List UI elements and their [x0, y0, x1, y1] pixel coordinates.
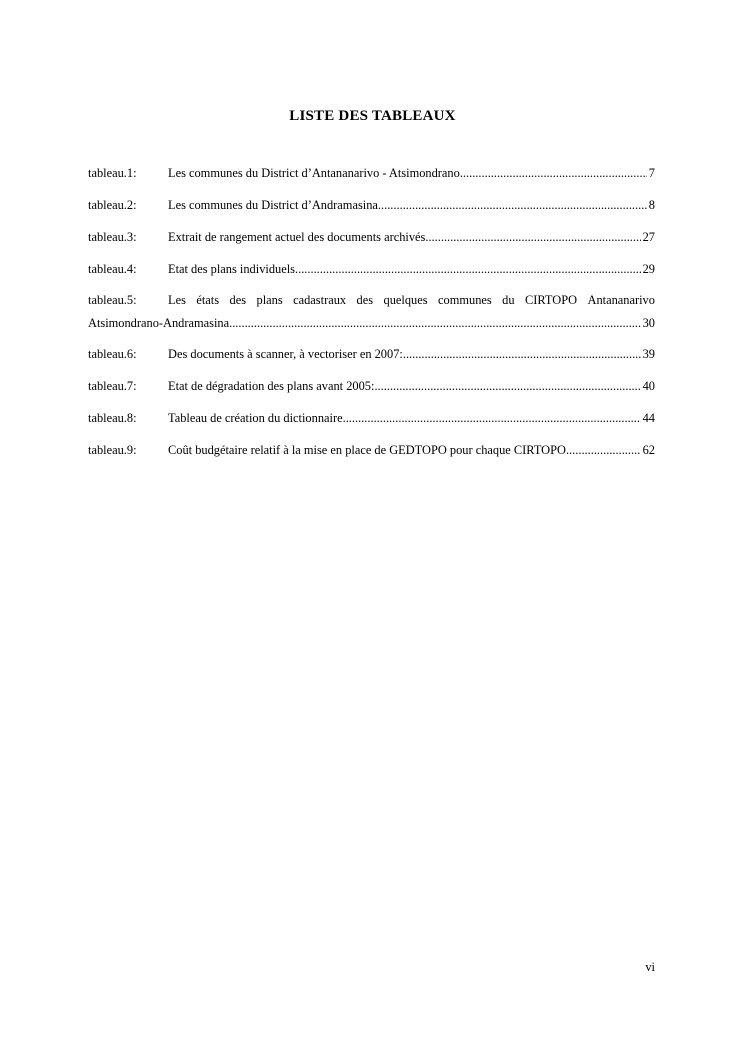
list-item[interactable]	[88, 346, 655, 362]
page-number: vi	[645, 960, 655, 974]
entry-title-word: communes	[438, 293, 492, 307]
entry-title-word: CIRTOPO	[525, 293, 578, 307]
entry-page: 62	[642, 443, 655, 457]
entry-number: tableau.2:	[88, 198, 137, 212]
entry-title-word: des	[356, 293, 374, 307]
entry-number: tableau.9:	[88, 443, 137, 457]
entry-title-continued: Atsimondrano-Andramasina	[88, 316, 230, 330]
list-item[interactable]	[88, 442, 655, 458]
entry-title: Extrait de rangement actuel des documents archivés	[168, 230, 426, 244]
entry-number: tableau.6:	[88, 347, 137, 361]
entry-number: tableau.4:	[88, 262, 137, 276]
entry-page: 39	[642, 347, 655, 361]
entry-title: Etat de dégradation des plans avant 2005:	[168, 379, 375, 393]
entry-title: Les communes du District d’Andramasina	[168, 198, 378, 212]
entry-title-word: des	[229, 293, 247, 307]
entry-page: 8	[648, 198, 655, 212]
entry-title-justified	[168, 292, 655, 308]
entry-title: Tableau de création du dictionnaire	[168, 411, 343, 425]
page-title: LISTE DES TABLEAUX	[289, 108, 456, 124]
entry-number: tableau.3:	[88, 230, 137, 244]
dot-leader	[425, 229, 640, 245]
list-item[interactable]	[88, 165, 655, 181]
entry-title: Les communes du District d’Antananarivo - Atsimondrano	[168, 166, 460, 180]
entry-title-word: du	[502, 293, 515, 307]
dot-leader	[374, 378, 640, 394]
entry-number: tableau.1:	[88, 166, 137, 180]
list-item[interactable]	[88, 378, 655, 394]
dot-leader	[403, 346, 641, 362]
dot-leader	[295, 261, 641, 277]
entry-title-word: Antananarivo	[587, 293, 655, 307]
dot-leader	[460, 165, 647, 181]
entry-page: 30	[642, 316, 655, 330]
entry-page: 40	[642, 379, 655, 393]
entry-title: Coût budgétaire relatif à la mise en place de GEDTOPO pour chaque CIRTOPO	[168, 443, 566, 457]
entry-page: 29	[642, 262, 655, 276]
entry-title: Des documents à scanner, à vectoriser en 2007:	[168, 347, 403, 361]
entry-title-word: cadastraux	[293, 293, 347, 307]
entry-page: 7	[648, 166, 655, 180]
entry-page: 27	[642, 230, 655, 244]
dot-leader	[566, 442, 641, 458]
entry-number: tableau.5:	[88, 293, 137, 307]
list-item[interactable]	[88, 410, 655, 426]
list-item[interactable]	[88, 197, 655, 213]
entry-title-word: plans	[256, 293, 283, 307]
list-item[interactable]	[88, 261, 655, 277]
entry-number: tableau.7:	[88, 379, 137, 393]
entry-title-word: quelques	[383, 293, 428, 307]
dot-leader	[343, 410, 641, 426]
entry-title: Etat des plans individuels	[168, 262, 295, 276]
entry-title-word: états	[196, 293, 220, 307]
dot-leader	[229, 315, 641, 331]
entry-page: 44	[642, 411, 655, 425]
entry-number: tableau.8:	[88, 411, 137, 425]
list-item[interactable]	[88, 229, 655, 245]
list-item[interactable]	[88, 292, 655, 331]
entry-title-word: Les	[168, 293, 186, 307]
dot-leader	[378, 197, 647, 213]
